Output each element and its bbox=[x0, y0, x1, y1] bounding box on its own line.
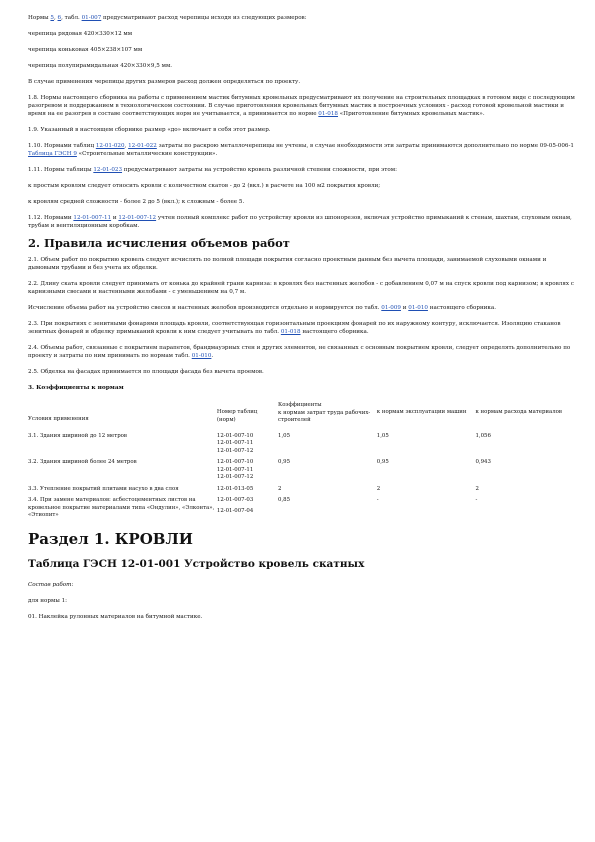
row-k-labor: 0,85 bbox=[278, 497, 291, 503]
link-01-018[interactable]: 01-018 bbox=[318, 111, 338, 117]
row-k-machines: - bbox=[376, 497, 379, 503]
para-1-11: 1.11. Нормы таблицы 12-01-023 предусматривают затраты на устройство кровель различной степени сложности, при этом: bbox=[28, 167, 397, 173]
para-1-8: 1.8. Нормы настоящего сборника на работы с применением мастик битумных кровельных предусматривают их получение на строительных площадках в готовом виде с последующим разогревом и поддержанием в технологическом состоянии. В случае приготовления кровельных битумных мастик в построечных условиях - расход готовой кровельной мастики и время на ее разогрев в составе соответствующих норм не учитывается, а принимается по норме 01-018 «Приготовление битумных кровельных мастик». bbox=[28, 95, 575, 117]
row-k-materials: 1,056 bbox=[475, 432, 491, 439]
row-table-numbers: 12-01-007-10 12-01-007-11 12-01-007-12 bbox=[216, 459, 254, 480]
row-condition: 3.3. Утепление покрытий плитами насухо в два слоя bbox=[28, 485, 179, 492]
row-condition: 3.4. При замене материалов: асбестоцементных листов на кровельное покрытие материалами типа «Ондулин», «Элконта», «Этиопит» bbox=[28, 497, 215, 518]
document-page bbox=[28, 14, 576, 621]
para-2-1: 2.1. Объем работ по покрытию кровель следует исчислять по полной площади покрытия согласно проектным данным без вычета площади, занимаемой слуховыми окнами и дымовыми трубами и без учета их обделки. bbox=[28, 257, 547, 271]
link-12-01-007-11[interactable]: 12-01-007-11 bbox=[73, 215, 112, 221]
row-table-numbers: 12-01-013-05 bbox=[216, 485, 254, 492]
link-01-009[interactable]: 01-009 bbox=[381, 305, 401, 311]
para-2-5: 2.5. Обделка на фасадах принимается по площади фасада без вычета проемов. bbox=[28, 369, 264, 375]
row-k-materials: 0,943 bbox=[475, 459, 491, 465]
table-row bbox=[28, 497, 576, 520]
section-3-title: 3. Коэффициенты к нормам bbox=[28, 385, 124, 391]
table-row bbox=[28, 459, 576, 482]
link-01-018-b[interactable]: 01-018 bbox=[280, 329, 301, 335]
para-1-9: 1.9. Указанный в настоящем сборнике размер «до» включает в себя этот размер. bbox=[28, 127, 271, 133]
row-k-labor: 2 bbox=[278, 485, 282, 492]
row-table-numbers: 12-01-007-10 12-01-007-11 12-01-007-12 bbox=[216, 432, 254, 454]
coefficients-table bbox=[28, 402, 576, 520]
section-2-title: 2. Правила исчисления объемов работ bbox=[28, 236, 290, 250]
header-coef-machines: к нормам эксплуатации машин bbox=[376, 409, 467, 415]
header-coefficients: Коэффициенты bbox=[278, 402, 322, 408]
row-k-materials: 2 bbox=[475, 485, 479, 492]
link-01-010[interactable]: 01-010 bbox=[408, 305, 428, 311]
para-tile-ridge: черепица коньковая 405×238×107 мм bbox=[28, 47, 143, 53]
para-medium-roofs: к кровлям средней сложности - более 2 до 5 (вкл.); к сложным - более 5. bbox=[28, 199, 245, 205]
link-12-01-007-12[interactable]: 12-01-007-12 bbox=[118, 215, 157, 221]
razdel-title: Раздел 1. КРОВЛИ bbox=[28, 529, 193, 548]
work-item-01: 01. Наклейка рулонных материалов на битумной мастике. bbox=[28, 613, 203, 620]
row-k-machines: 0,95 bbox=[376, 459, 389, 465]
row-k-materials: - bbox=[475, 497, 478, 503]
link-norm-6[interactable]: 6 bbox=[57, 15, 62, 21]
gesn-table-title: Таблица ГЭСН 12-01-001 Устройство кровель скатных bbox=[28, 557, 365, 570]
row-table-numbers: 12-01-007-03 12-01-007-04 bbox=[216, 497, 254, 514]
para-2-3: 2.3. При покрытиях с зенитными фонарями площадь кровли, соответствующая горизонтальным проекциям фонарей по их наружному контуру, исключается. Изоляцию стаканов зенитных фонарей и обделку примыканий кровли к ним следует учитывать по табл. 01-018 настоящего сборника. bbox=[28, 321, 561, 335]
row-k-labor: 0,95 bbox=[278, 459, 291, 465]
header-coef-materials: к нормам расхода материалов bbox=[475, 409, 562, 415]
link-12-01-022[interactable]: 12-01-022 bbox=[128, 143, 157, 149]
link-norm-5[interactable]: 5 bbox=[50, 15, 54, 21]
table-row bbox=[28, 433, 576, 456]
header-coef-labor: Коэффициенты к нормам затрат труда рабочих-строителей bbox=[278, 402, 377, 425]
para-2-4: 2.4. Объемы работ, связанные с покрытием парапетов, брандмауэрных стен и других элементов, не связанных с основным покрытием кровли, следует определять дополнительно по проекту и затраты по ним принимать по нормам табл. 01-010. bbox=[28, 345, 571, 359]
para-eaves: Исчисление объема работ на устройство свесов и настенных желобов производится отдельно и нормируется по табл. 01-009 и 01-010 настоящего сборника. bbox=[28, 305, 497, 311]
para-2-2: 2.2. Длину ската кровли следует принимать от конька до крайней грани карниза: в кровлях без настенных желобов - с добавлением 0,07 м на спуск кровли под карнизом; в кровлях с карнизными свесами и настенными желобами - с уменьшением на 0,7 м. bbox=[28, 281, 574, 295]
para-other-sizes: В случае применения черепицы других размеров расход должен определяться по проекту. bbox=[28, 79, 301, 85]
table-row bbox=[28, 486, 576, 494]
link-12-01-023[interactable]: 12-01-023 bbox=[93, 167, 123, 173]
row-condition: 3.2. Здания шириной более 24 метров bbox=[28, 459, 137, 465]
for-norm-1-label: для нормы 1: bbox=[28, 597, 68, 604]
row-k-machines: 1,05 bbox=[376, 432, 389, 439]
para-tile-half: черепица полупирамидальная 420×330×9,5 мм. bbox=[28, 63, 173, 69]
header-table-numbers: Номер таблиц (норм) bbox=[216, 409, 258, 423]
para-norms-5-6: Нормы 5, 6, табл. 01-007 предусматривают расход черепицы исходя из следующих размеров: bbox=[28, 15, 307, 21]
link-table-01-007[interactable]: 01-007 bbox=[81, 15, 102, 21]
header-conditions: Условия применения bbox=[28, 416, 89, 422]
link-01-010-b[interactable]: 01-010 bbox=[191, 353, 212, 359]
row-k-machines: 2 bbox=[376, 485, 381, 492]
work-composition-label: Состав работ: bbox=[28, 581, 74, 588]
para-1-12: 1.12. Нормами 12-01-007-11 и 12-01-007-12 учтен полный комплекс работ по устройству кровли из шпонорезов, включая устройство примыканий к стенам, шахтам, слуховым окнам, трубам и вентиляционным коробкам. bbox=[28, 215, 572, 229]
table-header-row bbox=[28, 402, 576, 425]
link-12-01-020[interactable]: 12-01-020 bbox=[95, 143, 125, 149]
para-1-10: 1.10. Нормами таблиц 12-01-020, 12-01-022 затраты по раскрою металлочерепицы не учтены, в случае необходимости эти затраты принимаются дополнительно по норме 09-05-006-1 Таблица ГЭСН 9 «Строительные металлические конструкции». bbox=[28, 143, 574, 157]
row-condition: 3.1. Здания шириной до 12 метров bbox=[28, 432, 127, 439]
link-gesn-9[interactable]: Таблица ГЭСН 9 bbox=[28, 151, 77, 157]
para-tile-row: черепица рядовая 420×330×12 мм bbox=[28, 31, 133, 37]
row-k-labor: 1,05 bbox=[278, 432, 291, 439]
para-simple-roofs: к простым кровлям следует относить кровли с количеством скатов - до 2 (вкл.) в расчете на 100 м2 покрытия кровли; bbox=[28, 183, 381, 189]
